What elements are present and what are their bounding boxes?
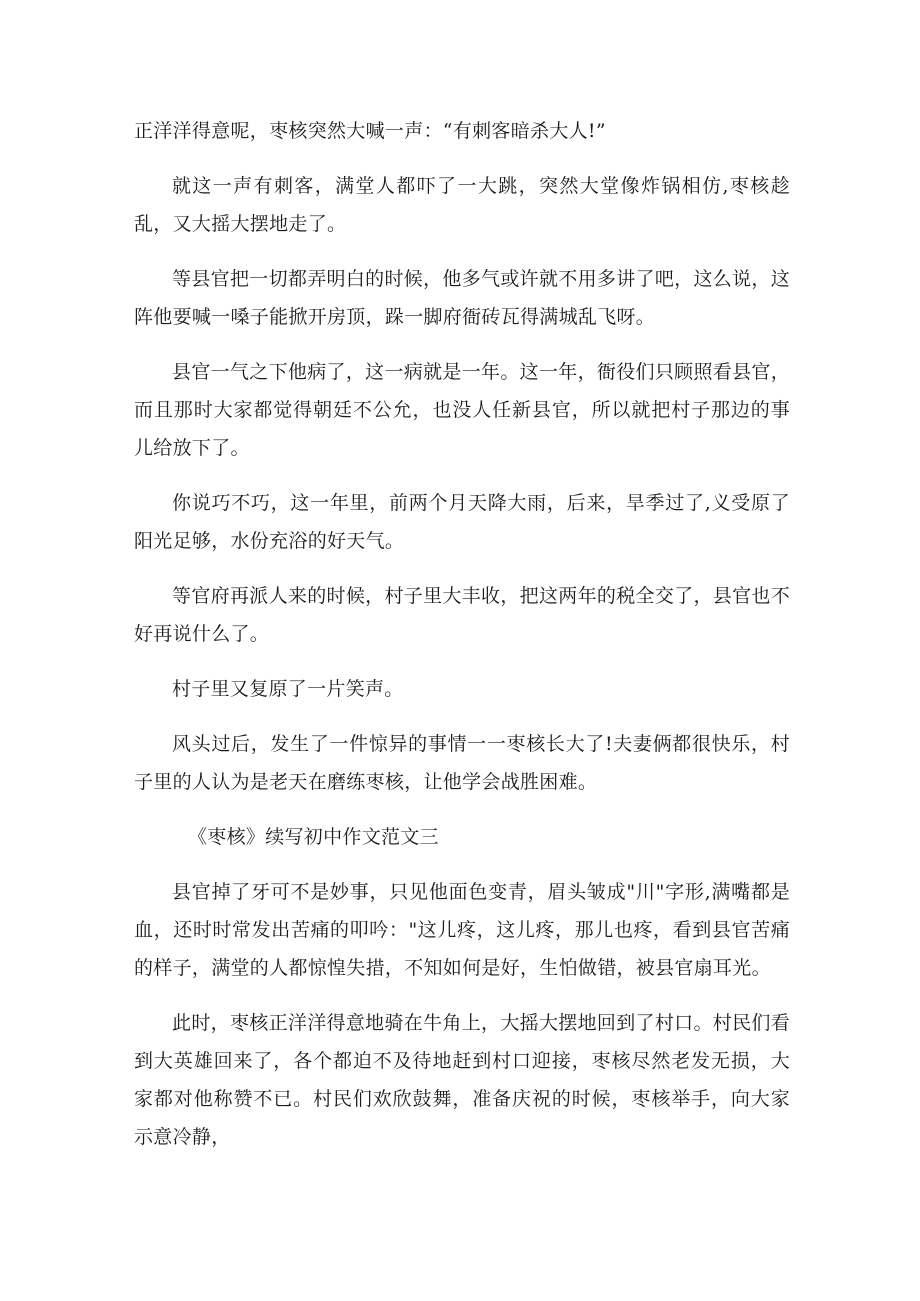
paragraph: 等县官把一切都弄明白的时候，他多气或许就不用多讲了吧，这么说，这阵他要喊一嗓子能掀开房顶，跺一脚府衙砖瓦得满城乱飞呀。 (134, 268, 790, 328)
paragraph: 风头过后，发生了一件惊异的事情一一枣核长大了!夫妻俩都很快乐，村子里的人认为是老天在磨练枣核，让他学会战胜困难。 (134, 733, 790, 793)
paragraph: 村子里又复原了一片笑声。 (172, 678, 404, 700)
paragraph: 正洋洋得意呢，枣核突然大喊一声：“有刺客暗杀大人!” (134, 120, 606, 142)
paragraph: 就这一声有刺客，满堂人都吓了一大跳，突然大堂像炸锅相仿,枣核趁乱，又大摇大摆地走了。 (134, 175, 790, 235)
paragraph: 县官掉了牙可不是妙事，只见他面色变青，眉头皱成"川"字形,满嘴都是血，还时时常发出苦痛的叩吟："这儿疼，这儿疼，那儿也疼，看到县官苦痛的样子，满堂的人都惊惶失措，不知如何是好，生怕做错，被县官扇耳光。 (134, 881, 790, 979)
paragraph: 等官府再派人来的时候，村子里大丰收，把这两年的税全交了，县官也不好再说什么了。 (134, 585, 790, 645)
paragraph: 你说巧不巧，这一年里，前两个月天降大雨，后来，旱季过了,义受原了阳光足够，水份充浴的好天气。 (134, 492, 790, 552)
paragraph: 县官一气之下他病了，这一病就是一年。这一年，衙役们只顾照看县官，而且那时大家都觉得朝廷不公允，也没人任新县官，所以就把村子那边的事儿给放下了。 (134, 361, 790, 459)
paragraph: 此时，枣核正洋洋得意地骑在牛角上，大摇大摆地回到了村口。村民们看到大英雄回来了，各个都迫不及待地赶到村口迎接，枣核尽然老发无损，大家都对他称赞不已。村民们欢欣鼓舞，准备庆祝的时候，枣核举手，向大家示意冷静， (134, 1012, 790, 1148)
section-heading: 《枣核》续写初中作文范文三 (188, 826, 439, 848)
document-body (134, 112, 790, 1173)
